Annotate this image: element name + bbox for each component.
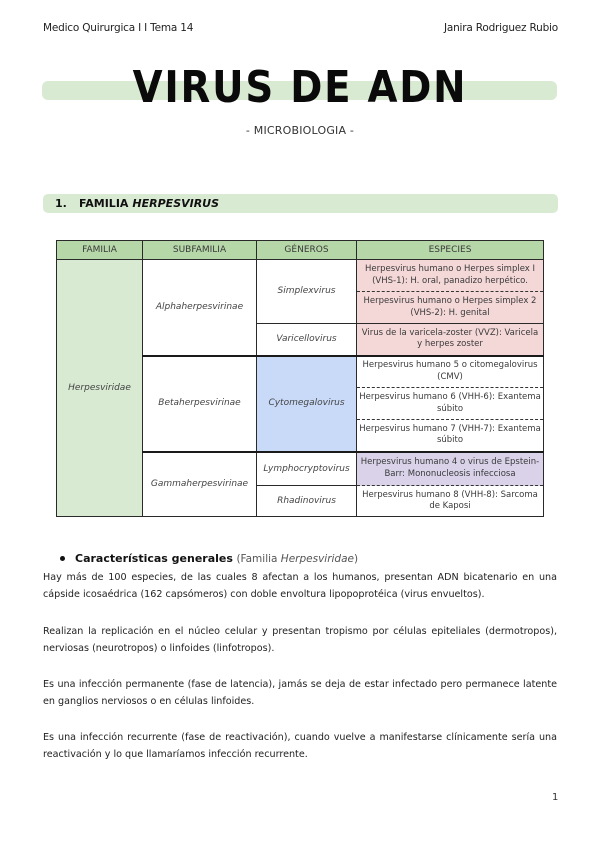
cell-familia: Herpesviridae [57, 260, 143, 517]
cell-genero-rhadinovirus: Rhadinovirus [257, 486, 357, 517]
col-header-subfamilia: SUBFAMILIA [143, 241, 257, 260]
col-header-especies: ESPECIES [357, 241, 544, 260]
header-author: Janira Rodriguez Rubio [443, 22, 558, 34]
page-number: 1 [552, 792, 559, 803]
col-header-generos: GÉNEROS [257, 241, 357, 260]
cell-especie-vhh8: Herpesvirus humano 8 (VHH-8): Sarcoma de Kaposi [357, 486, 544, 517]
paren-suffix: ) [354, 553, 359, 565]
col-header-familia: FAMILIA [57, 241, 143, 260]
page-title: VIRUS DE ADN [132, 62, 468, 113]
paren-italic: Herpesviridae [280, 553, 354, 565]
cell-especie-cmv: Herpesvirus humano 5 o citomegalovirus (CMV) [357, 356, 544, 388]
bullet-heading-paren [236, 553, 358, 565]
cell-genero-cytomegalovirus: Cytomegalovirus [257, 356, 357, 452]
herpesvirus-classification-table [56, 240, 544, 517]
cell-subfamilia-beta: Betaherpesvirinae [143, 356, 257, 452]
section-label-italic: HERPESVIRUS [132, 197, 220, 210]
cell-especie-vhh6: Herpesvirus humano 6 (VHH-6): Exantema súbito [357, 388, 544, 420]
cell-subfamilia-gamma: Gammaherpesvirinae [143, 452, 257, 517]
section-number: 1. [55, 197, 67, 210]
paragraph-especies: Hay más de 100 especies, de las cuales 8 afectan a los humanos, presentan ADN bicatenario en una cápside icosaédrica (162 capsómeros) con doble envoltura lipopoprotéica (virus envueltos). [43, 572, 557, 600]
paragraph-latencia: Es una infección permanente (fase de latencia), jamás se deja de estar infectado pero permanece latente en ganglios nerviosos o en células linfoides. [43, 679, 557, 707]
table-header-row [57, 241, 544, 260]
cell-especie-ebv: Herpesvirus humano 4 o virus de Epstein-Barr: Mononucleosis infecciosa [357, 452, 544, 486]
bullet-icon [60, 556, 65, 561]
cell-especie-vhh7: Herpesvirus humano 7 (VHH-7): Exantema súbito [357, 420, 544, 452]
header-course-title: Medico Quirurgica I I Tema 14 [43, 22, 194, 34]
paragraph-reactivacion: Es una infección recurrente (fase de reactivación), cuando vuelve a manifestarse clínicamente sería una reactivación y lo que llamaríamos infección recurrente. [43, 732, 557, 760]
cell-genero-lymphocryptovirus: Lymphocryptovirus [257, 452, 357, 486]
paren-prefix: (Familia [236, 553, 281, 565]
bullet-heading-caracteristicas [60, 552, 358, 565]
paragraph-replicacion: Realizan la replicación en el núcleo celular y presentan tropismo por células epiteliales (dermotropos), nerviosas (neurotropos) o linfoides (linfotropos). [43, 626, 557, 654]
cell-subfamilia-alpha: Alphaherpesvirinae [143, 260, 257, 356]
cell-genero-varicellovirus: Varicellovirus [257, 324, 357, 356]
cell-especie-vhs1: Herpesvirus humano o Herpes simplex I (VHS-1): H. oral, panadizo herpético. [357, 260, 544, 292]
section-label: FAMILIA [79, 197, 129, 210]
cell-especie-vhs2: Herpesvirus humano o Herpes simplex 2 (VHS-2): H. genital [357, 292, 544, 324]
cell-especie-vvz: Virus de la varicela-zoster (VVZ): Varicela y herpes zoster [357, 324, 544, 356]
table-row [57, 260, 544, 292]
cell-genero-simplexvirus: Simplexvirus [257, 260, 357, 324]
page-subtitle: - MICROBIOLOGIA - [245, 124, 355, 137]
section-heading [43, 194, 558, 213]
bullet-heading-bold: Características generales [75, 552, 233, 565]
